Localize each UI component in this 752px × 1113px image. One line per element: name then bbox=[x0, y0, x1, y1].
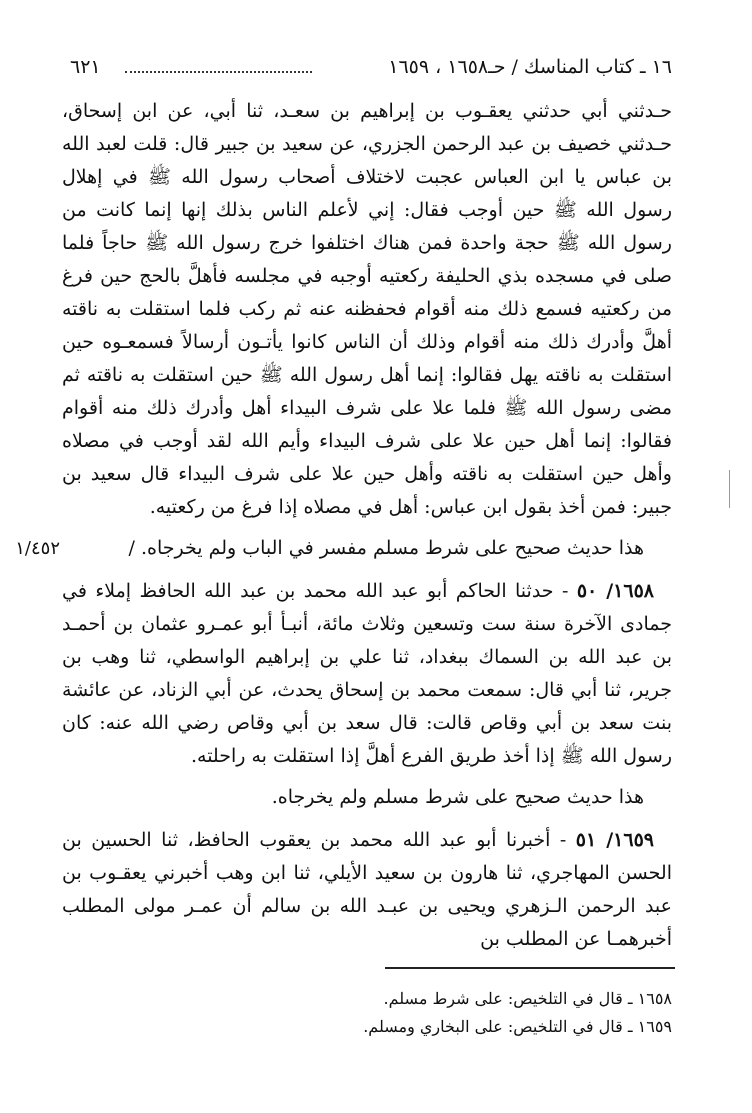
hadith-number-1659: ١٦٥٩/ ٥١ bbox=[575, 829, 654, 851]
grading-note-2: هذا حديث صحيح على شرط مسلم ولم يخرجاه. bbox=[271, 786, 644, 808]
hadith-1658 bbox=[62, 575, 672, 773]
hadith-text-1659: - أخبرنا أبو عبد الله محمد بن يعقوب الحافظ، ثنا الحسين بن الحسن المهاجري، ثنا هارون بن سعيد الأيلي، ثنا ابن وهب أخبرني يعقـوب بن عبد الرحمن الـزهري ويحيى بن عبـد الله بن سالم أن عمـر مولى المطلب أخبرهمـا عن المطلب بن bbox=[62, 829, 672, 950]
hadith-text-1658: - حدثنا الحاكم أبو عبد الله محمد بن عبد الله الحافظ إملاء في جمادى الآخرة سنة ست وتسعين وثلاث مائة، أنبـأ أبو عمـرو عثمان بن أحمـد بن عبد الله بن السماك ببغداد، ثنا علي بن إبراهيم الواسطي، ثنا وهب بن جرير، ثنا أبي قال: سمعت محمد بن إسحاق يحدث، عن أبي الزناد، عن عائشة بنت سعد بن أبي وقاص قالت: قال سعد بن أبي وقاص رضي الله عنه: كان رسول الله ﷺ إذا أخذ طريق الفرع أهلَّ إذا استقلت به راحلته. bbox=[62, 580, 672, 767]
grading-note-1: هذا حديث صحيح على شرط مسلم مفسر في الباب ولم يخرجاه. / bbox=[128, 537, 644, 559]
margin-reference: ١/٤٥٢ bbox=[15, 538, 60, 559]
footnote-1659: ١٦٥٩ ـ قال في التلخيص: على البخاري ومسلم. bbox=[363, 1017, 672, 1036]
footnotes bbox=[330, 985, 672, 1041]
paragraph-isnad-continued: حـدثني أبي حدثني يعقـوب بن إبراهيم بن سعـد، ثنا أبي، عن ابن إسحاق، حـدثني خصيف بن عبد الرحمن الجزري، عن سعيد بن جبير قال: قلت لعبد الله بن عباس يا ابن العباس عجبت لاختلاف أصحاب رسول الله ﷺ في إهلال رسول الله ﷺ حين أوجب فقال: إني لأعلم الناس بذلك إنها إنما كانت من رسول الله ﷺ حجة واحدة فمن هناك اختلفوا خرج رسول الله ﷺ حاجاً فلما صلى في مسجده بذي الحليفة ركعتيه أوجبه في مجلسه فأهلَّ بالحج حين فرغ من ركعتيه فسمع ذلك منه أقوام فحفظنه عنه ثم ركب فلما استقلت به ناقته أهلَّ وأدرك ذلك منه أقوام وذلك أن الناس كانوا يأتـون أرسالاً فسمعـوه حين استقلت به ناقته يهل فقالوا: إنما أهل رسول الله ﷺ حين استقلت به ناقته ثم مضى رسول الله ﷺ فلما علا على شرف البيداء أهل وأدرك ذلك منه أقوام فقالوا: إنما أهل حين علا على شرف البيداء وأيم الله لقد أوجب في مصلاه وأهل حين استقلت به ناقته وأهل حين علا على شرف البيداء قال سعيد بن جبير: فمن أخذ بقول ابن عباس: أهل في مصلاه إذا فرغ من ركعتيه. bbox=[62, 100, 672, 518]
footnote-1658: ١٦٥٨ ـ قال في التلخيص: على شرط مسلم. bbox=[383, 989, 672, 1008]
hadith-number-1658: ١٦٥٨/ ٥٠ bbox=[576, 580, 654, 602]
footnote-separator bbox=[385, 967, 675, 969]
margin-line bbox=[729, 470, 730, 508]
grading-note-row bbox=[15, 532, 672, 565]
hadith-1659 bbox=[62, 824, 672, 956]
header-dot-leader bbox=[125, 71, 312, 73]
running-title: ١٦ ـ كتاب المناسك / حـ١٦٥٨ ، ١٦٥٩ bbox=[388, 56, 672, 78]
page-header bbox=[70, 54, 672, 80]
page-number: ٦٢١ bbox=[70, 56, 101, 78]
main-text bbox=[15, 95, 672, 956]
